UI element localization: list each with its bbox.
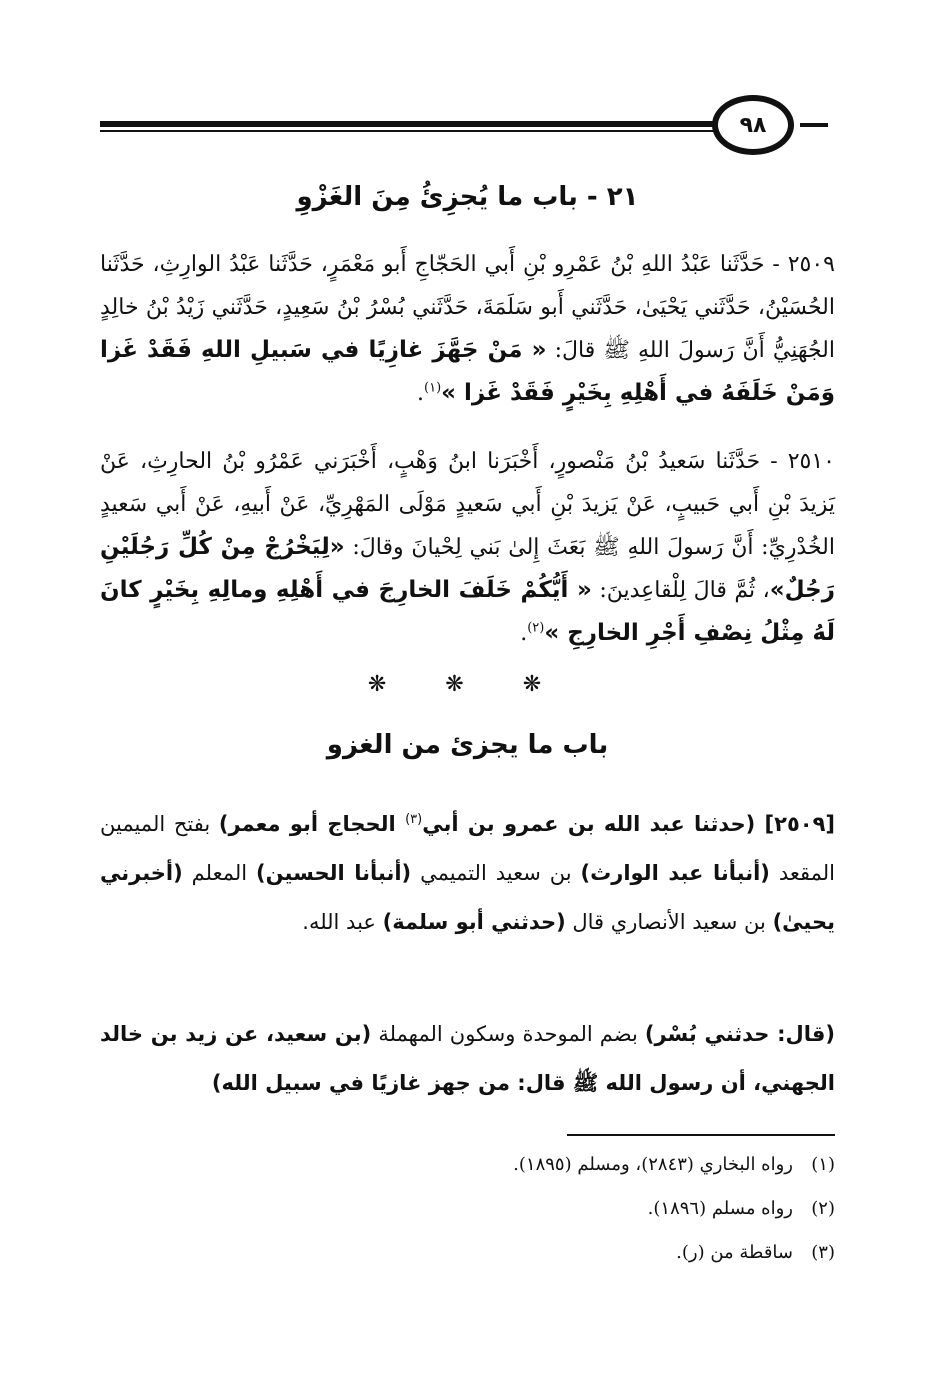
footnote-text: رواه مسلم (١٨٩٦).: [647, 1198, 793, 1219]
footnote: [100, 1187, 835, 1231]
hadith-2510: ٢٥١٠ - حَدَّثَنا سَعيدُ بْنُ مَنْصورٍ، أَخْبَرَنا ابنُ وَهْبٍ، أَخْبَرَني عَمْرُو بْنُ الحارِثِ، عَنْ يَزيدَ بْنِ أَبي حَبيبٍ، عَنْ يَزيدَ بْنِ أَبي سَعيدٍ مَوْلَى المَهْرِيِّ، عَنْ أَبيهِ، عَنْ أَبي سَعيدٍ الخُدْرِيِّ: أَنَّ رَسولَ اللهِ ﷺ بَعَثَ إِلىٰ بَني لِحْيانَ وقالَ: «لِيَخْرُجْ مِنْ كُلِّ رَجُلَيْنِ رَجُلٌ»، ثُمَّ قالَ لِلْقاعِدينَ: « أَيُّكُمْ خَلَفَ الخارِجَ في أَهْلِهِ ومالِهِ بِخَيْرٍ كانَ لَهُ مِثْلُ نِصْفِ أَجْرِ الخارِجِ »$^{(٢)}$.: [100, 449, 836, 646]
hadith-isnad: ٢٥٠٩ - حَدَّثَنا عَبْدُ اللهِ بْنُ عَمْرِو بْنِ أَبي الحَجّاجِ أَبو مَعْمَرٍ، حَدَّثَنا عَبْدُ الوارِثِ، حَدَّثَنا الحُسَيْنُ، حَدَّثَني يَحْيَىٰ، حَدَّثَني أَبو سَلَمَةَ، حَدَّثَني بُسْرُ بْنُ سَعِيدٍ، حَدَّثَني زَيْدُ بْنُ خالِدٍ الجُهَنِيُّ أَنَّ رَسولَ اللهِ ﷺ قالَ:: [100, 252, 836, 363]
hadith-2509: ٢٥٠٩ - حَدَّثَنا عَبْدُ اللهِ بْنُ عَمْرِو بْنِ أَبي الحَجّاجِ أَبو مَعْمَرٍ، حَدَّثَنا عَبْدُ الوارِثِ، حَدَّثَنا الحُسَيْنُ، حَدَّثَني يَحْيَىٰ، حَدَّثَني أَبو سَلَمَةَ، حَدَّثَني بُسْرُ بْنُ سَعِيدٍ، حَدَّثَني زَيْدُ بْنُ خالِدٍ الجُهَنِيُّ أَنَّ رَسولَ اللهِ ﷺ قالَ: « مَنْ جَهَّزَ غازِيًا في سَبيلِ اللهِ فَقَدْ غَزا وَمَنْ خَلَفَهُ في أَهْلِهِ بِخَيْرٍ فَقَدْ غَزا »$^{(١)}$.: [100, 252, 836, 406]
hadith-middle: ، ثُمَّ قالَ لِلْقاعِدينَ:: [591, 578, 770, 603]
commentary-text: بضم الموحدة وسكون المهملة: [371, 1022, 645, 1046]
commentary-text: بن سعيد الأنصاري قال: [565, 910, 773, 934]
header-rule-thick: [100, 121, 715, 127]
commentary-text: المعلم: [182, 861, 257, 885]
commentary-quote: (بن سعيد، عن زيد بن خالد الجهني، أن رسول الله ﷺ قال: من جهز غازيًا في سبيل الله): [100, 1022, 835, 1095]
footnotes: [100, 1143, 835, 1275]
commentary-title: باب ما يجزئ من الغزو: [326, 730, 609, 760]
commentary-quote: الحجاج أبو معمر): [218, 812, 406, 836]
commentary-quote: (قال: حدثني بُسْر): [644, 1022, 835, 1046]
footnote-ref: (١): [424, 380, 442, 396]
footnote-ref: (٢): [527, 620, 545, 636]
hadith-matn: « مَنْ جَهَّزَ غازِيًا في سَبيلِ اللهِ فَقَدْ غَزا وَمَنْ خَلَفَهُ في أَهْلِهِ بِخَيْرٍ فَقَدْ غَزا »: [100, 337, 835, 406]
footnote-ref: (٣): [405, 812, 423, 827]
page-header: [100, 92, 835, 162]
commentary-paragraph: [100, 800, 835, 947]
page-number: ٩٨: [712, 95, 794, 155]
header-rule-right: [800, 123, 828, 127]
header-rule-thin: [100, 130, 715, 132]
footnote-number: (٣): [811, 1242, 835, 1263]
commentary-quote: (حدثني أبو سلمة): [382, 910, 566, 934]
footnote-text: رواه البخاري (٢٨٤٣)، ومسلم (١٨٩٥).: [513, 1154, 793, 1175]
commentary-paragraph: [100, 1010, 835, 1108]
commentary-text: عبد الله.: [302, 910, 383, 934]
commentary-text: بفتح الميمين المقعد: [100, 812, 835, 885]
footnote-number: (٢): [811, 1198, 835, 1219]
commentary-quote: (أنبأنا الحسين): [256, 861, 412, 885]
commentary-quote: [٢٥٠٩] (حدثنا عبد الله بن عمرو بن أبي: [422, 812, 836, 836]
footnote: [100, 1143, 835, 1187]
footnote-number: (١): [811, 1154, 835, 1175]
hadith-matn: «لِيَخْرُجْ مِنْ كُلِّ رَجُلَيْنِ رَجُلٌ»: [100, 534, 835, 603]
commentary-quote: (أخبرني يحيىٰ): [100, 861, 835, 934]
commentary-quote: (أنبأنا عبد الوارث): [580, 861, 770, 885]
commentary-text: بن سعيد التميمي: [411, 861, 581, 885]
footnote-divider: [567, 1134, 835, 1136]
hadith-isnad: ٢٥١٠ - حَدَّثَنا سَعيدُ بْنُ مَنْصورٍ، أَخْبَرَنا ابنُ وَهْبٍ، أَخْبَرَني عَمْرُو بْنُ الحارِثِ، عَنْ يَزيدَ بْنِ أَبي حَبيبٍ، عَنْ يَزيدَ بْنِ أَبي سَعيدٍ مَوْلَى المَهْرِيِّ، عَنْ أَبيهِ، عَنْ أَبي سَعيدٍ الخُدْرِيِّ: أَنَّ رَسولَ اللهِ ﷺ بَعَثَ إِلىٰ بَني لِحْيانَ وقالَ:: [100, 449, 836, 560]
chapter-title: ٢١ - باب ما يُجزِئُ مِنَ الغَزْوِ: [296, 182, 639, 212]
section-separator: ❋ ❋ ❋: [367, 672, 568, 697]
footnote: [100, 1231, 835, 1275]
footnote-text: ساقطة من (ر).: [676, 1242, 793, 1263]
hadith-matn-2: « أَيُّكُمْ خَلَفَ الخارِجَ في أَهْلِهِ ومالِهِ بِخَيْرٍ كانَ لَهُ مِثْلُ نِصْفِ أَجْرِ الخارِجِ »: [100, 577, 835, 646]
